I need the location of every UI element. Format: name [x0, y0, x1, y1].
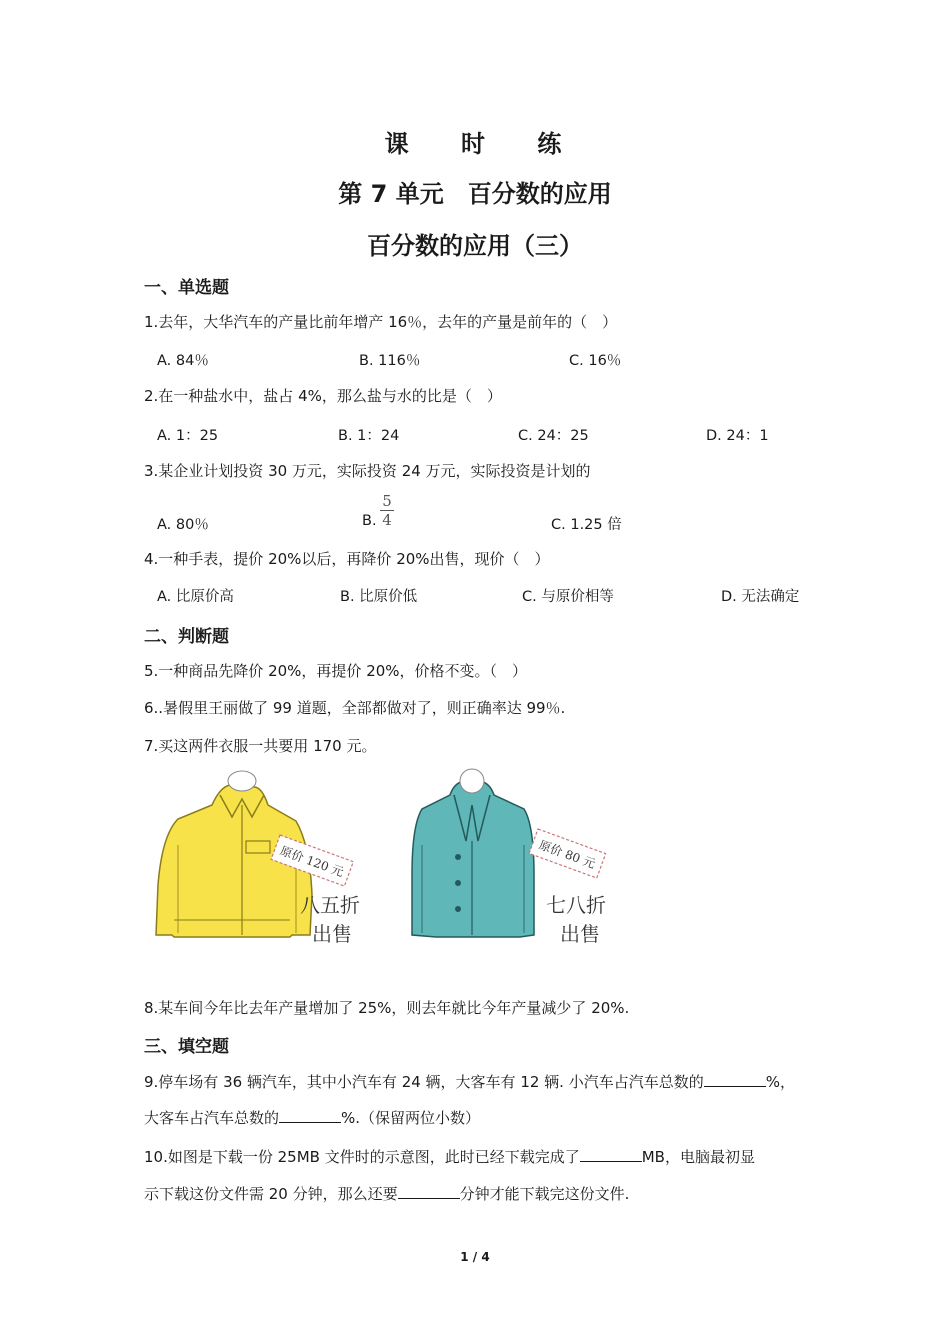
section-true-false: 二、判断题 [144, 627, 229, 647]
section-single-choice: 一、单选题 [144, 278, 229, 298]
q10-text-b: MB，电脑最初显 [641, 1148, 755, 1166]
q10-text-d: 分钟才能下载完这份文件. [459, 1185, 630, 1203]
q4-option-c: C. 与原价相等 [522, 589, 614, 605]
q10-text-a: 10.如图是下载一份 25MB 文件时的示意图，此时已经下载完成了 [144, 1148, 580, 1166]
q3-option-a: A. 80％ [157, 517, 209, 533]
jackets-illustration [150, 765, 630, 955]
question-6: 6..暑假里王丽做了 99 道题，全部都做对了，则正确率达 99％. [144, 699, 566, 717]
teal-price-tag [529, 829, 606, 878]
question-7: 7.买这两件衣服一共要用 170 元。 [144, 737, 377, 755]
question-2: 2.在一种盐水中，盐占 4%，那么盐与水的比是（ ） [144, 387, 502, 405]
q9-text-c: 大客车占汽车总数的 [144, 1109, 280, 1127]
q2-option-b: B. 1：24 [338, 428, 400, 444]
yellow-discount-text: 八五折 [300, 893, 360, 917]
q2-option-c: C. 24：25 [518, 428, 589, 444]
q3-option-b: B. [362, 513, 377, 529]
question-9-line-2 [144, 1107, 480, 1128]
q3-fraction [380, 493, 394, 528]
teal-discount-text: 七八折 [546, 893, 606, 917]
teal-tag-text: 原价 80 元 [536, 837, 598, 872]
lesson-title: 百分数的应用（三） [367, 232, 583, 260]
unit-title: 第 7 单元 百分数的应用 [338, 180, 612, 208]
q1-option-b: B. 116％ [359, 353, 421, 369]
yellow-tag-text: 原价 120 元 [278, 843, 346, 880]
q2-option-d: D. 24：1 [706, 428, 769, 444]
q3-option-c: C. 1.25 倍 [551, 517, 622, 533]
q2-option-a: A. 1：25 [157, 428, 219, 444]
q9-text-a: 9.停车场有 36 辆汽车，其中小汽车有 24 辆，大客车有 12 辆. 小汽车占汽车总数的 [144, 1073, 704, 1091]
question-10-line-2 [144, 1183, 629, 1204]
question-10-line-1 [144, 1146, 755, 1167]
q9-text-d: %.（保留两位小数） [341, 1109, 481, 1127]
q9-text-b: %， [765, 1073, 795, 1091]
question-8: 8.某车间今年比去年产量增加了 25%，则去年就比今年产量减少了 20%. [144, 999, 630, 1017]
q10-blank-1[interactable] [580, 1147, 642, 1162]
q4-option-d: D. 无法确定 [721, 589, 800, 605]
question-4: 4.一种手表，提价 20%以后，再降价 20%出售，现价（ ） [144, 550, 550, 568]
q1-option-a: A. 84％ [157, 353, 209, 369]
question-1: 1.去年，大华汽车的产量比前年增产 16％，去年的产量是前年的（ ） [144, 313, 618, 331]
q10-blank-2[interactable] [398, 1184, 460, 1199]
q9-blank-1[interactable] [704, 1072, 766, 1087]
section-fill-blank: 三、填空题 [144, 1037, 229, 1057]
yellow-sale-text: 出售 [312, 922, 352, 946]
fraction-numerator: 5 [382, 492, 392, 510]
teal-jacket-image [412, 769, 534, 937]
fraction-denominator: 4 [382, 511, 392, 529]
q4-option-b: B. 比原价低 [340, 589, 418, 605]
question-5: 5.一种商品先降价 20%，再提价 20%，价格不变。（ ） [144, 662, 528, 680]
doc-title: 课 时 练 [384, 130, 584, 158]
q1-option-c: C. 16％ [569, 353, 622, 369]
q9-blank-2[interactable] [279, 1108, 341, 1123]
teal-sale-text: 出售 [560, 922, 600, 946]
question-3: 3.某企业计划投资 30 万元，实际投资 24 万元，实际投资是计划的 [144, 462, 591, 480]
q10-text-c: 示下载这份文件需 20 分钟，那么还要 [144, 1185, 398, 1203]
q4-option-a: A. 比原价高 [157, 589, 234, 605]
question-9-line-1 [144, 1071, 795, 1092]
page-number: 1 / 4 [460, 1250, 490, 1264]
